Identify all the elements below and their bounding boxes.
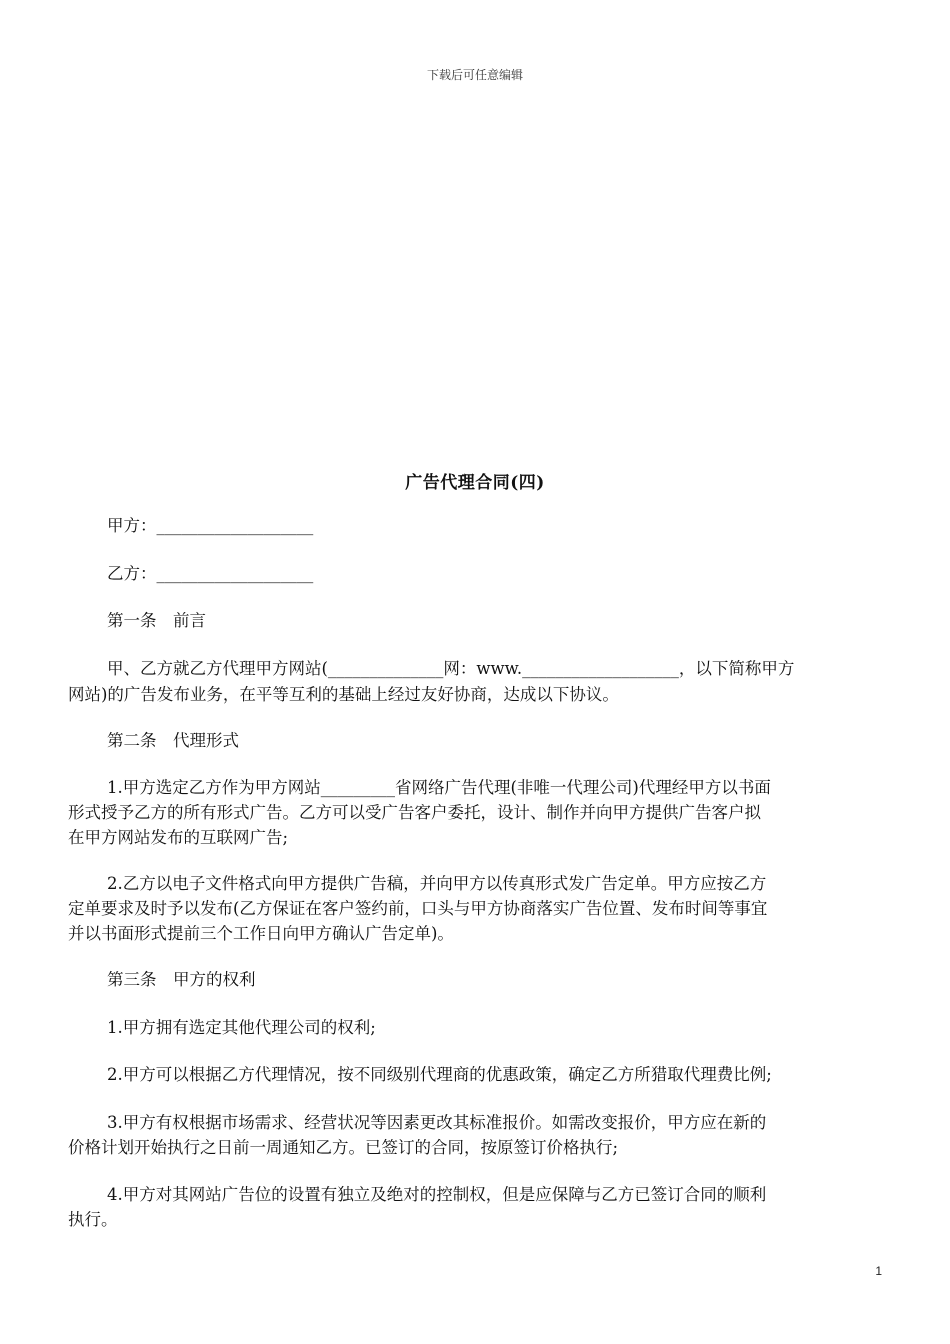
article-3-para-4-line: 执行。	[68, 1210, 118, 1229]
page-number: 1	[875, 1264, 882, 1278]
article-1-para-line: 甲、乙方就乙方代理甲方网站(______________网：www.___________________，以下简称甲方	[107, 659, 795, 678]
article-3-para-2: 2.甲方可以根据乙方代理情况，按不同级别代理商的优惠政策，确定乙方所猎取代理费比例;	[107, 1065, 772, 1084]
party-a-line: 甲方：___________________	[107, 516, 314, 535]
page-header: 下载后可任意编辑	[426, 68, 523, 82]
article-3-para-3-line: 3.甲方有权根据市场需求、经营状况等因素更改其标准报价。如需改变报价，甲方应在新的	[107, 1113, 767, 1132]
article-2-para-2-line: 定单要求及时予以发布(乙方保证在客户签约前，口头与甲方协商落实广告位置、发布时间等事宜	[68, 899, 768, 918]
document-title: 广告代理合同(四)	[405, 473, 545, 493]
article-2-para-2-line: 并以书面形式提前三个工作日向甲方确认广告定单)。	[68, 924, 454, 943]
article-3-para-3-line: 价格计划开始执行之日前一周通知乙方。已签订的合同，按原签订价格执行;	[68, 1138, 619, 1157]
party-b-line: 乙方：___________________	[107, 564, 314, 583]
article-2-para-1-line: 形式授予乙方的所有形式广告。乙方可以受广告客户委托，设计、制作并向甲方提供广告客户拟	[68, 803, 761, 822]
article-3-para-4-line: 4.甲方对其网站广告位的设置有独立及绝对的控制权，但是应保障与乙方已签订合同的顺利	[107, 1185, 767, 1204]
article-2-para-2-line: 2.乙方以电子文件格式向甲方提供广告稿，并向甲方以传真形式发广告定单。甲方应按乙方	[107, 874, 767, 893]
article-1-para-line: 网站)的广告发布业务，在平等互利的基础上经过友好协商，达成以下协议。	[68, 685, 619, 704]
article-2-heading: 第二条 代理形式	[107, 731, 239, 750]
article-3-heading: 第三条 甲方的权利	[107, 970, 256, 989]
article-2-para-1-line: 在甲方网站发布的互联网广告;	[68, 828, 289, 847]
article-3-para-1: 1.甲方拥有选定其他代理公司的权利;	[107, 1018, 376, 1037]
article-1-heading: 第一条 前言	[107, 611, 206, 630]
article-2-para-1-line: 1.甲方选定乙方作为甲方网站_________省网络广告代理(非唯一代理公司)代理经甲方以书面	[107, 778, 771, 797]
